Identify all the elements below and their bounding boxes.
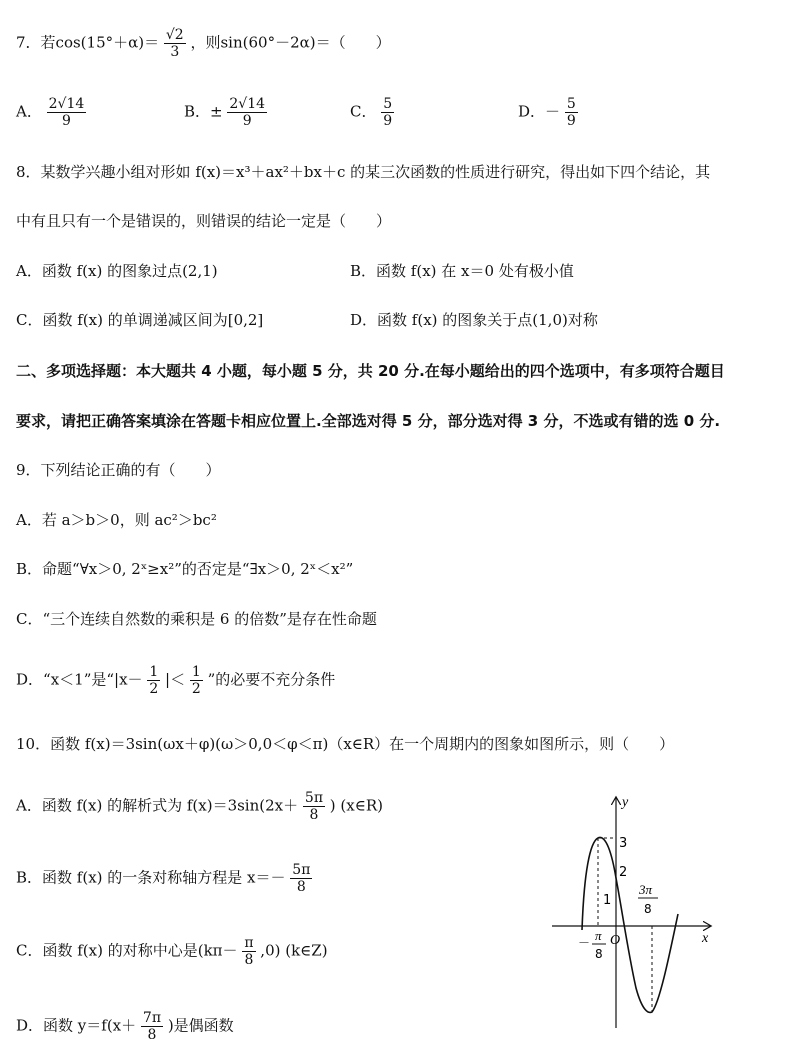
q8-option-a: A．函数 f(x) 的图象过点(2,1)	[16, 262, 218, 280]
q7-option-d: D．－ $\frac{5}{9}$	[518, 96, 576, 130]
q9-stem: 9．下列结论正确的有（ ）	[16, 461, 221, 479]
q10-option-b: B．函数 f(x) 的一条对称轴方程是 x＝－ $\frac{5\pi}{8}$	[16, 862, 311, 896]
left-tick-minus: －	[578, 936, 591, 950]
tick-label-2: 2	[619, 865, 628, 880]
q7-option-c: C． $\frac{5}{9}$	[350, 96, 393, 130]
q7-stem	[16, 27, 391, 60]
q10-option-d: D．函数 y＝f(x＋ $\frac{7\pi}{8}$ )是偶函数	[16, 1010, 234, 1044]
left-tick-denominator: 8	[595, 947, 603, 961]
q10-stem: 10．函数 f(x)＝3sin(ωx＋φ)(ω＞0,0＜φ＜π)（x∈R）在一个周期内的图象如图所示，则（ ）	[16, 735, 675, 753]
q9-option-c: C．“三个连续自然数的乘积是 6 的倍数”是存在性命题	[16, 610, 377, 628]
sine-curve	[582, 837, 678, 1012]
left-tick-numerator: π	[595, 928, 602, 943]
q7-stem-suffix: ，则sin(60°－2α)＝（ ）	[190, 33, 391, 52]
tick-label-1: 1	[603, 893, 612, 908]
q9-option-d: D．“x＜1”是“|x－ $\frac{1}{2}$ |＜ $\frac{1}{2}$ ”的必要不充分条件	[16, 664, 336, 698]
right-tick-numerator: 3π	[639, 882, 653, 897]
section2-heading-line1: 二、多项选择题：本大题共 4 小题，每小题 5 分，共 20 分.在每小题给出的四个选项中，有多项符合题目	[16, 362, 725, 380]
q7-stem-prefix: 7．若cos(15°＋α)＝	[16, 33, 160, 52]
q10-option-c: C．函数 f(x) 的对称中心是(kπ－ $\frac{\pi}{8}$ ,0) (k∈Z)	[16, 935, 328, 969]
origin-label: O	[610, 933, 621, 948]
q9-option-a: A．若 a＞b＞0，则 ac²＞bc²	[16, 511, 217, 529]
section2-heading-line2: 要求，请把正确答案填涂在答题卡相应位置上.全部选对得 5 分，部分选对得 3 分，不选或有错的选 0 分.	[16, 412, 721, 430]
tick-label-3: 3	[619, 836, 628, 851]
y-axis-label: y	[622, 795, 629, 810]
q7-option-b: B．± $\frac{2√14}{9}$	[184, 96, 266, 130]
x-axis-label: x	[702, 931, 709, 946]
right-tick-denominator: 8	[644, 902, 652, 916]
q7-option-a: A． $\frac{2√14}{9}$	[16, 96, 85, 130]
q8-option-b: B．函数 f(x) 在 x＝0 处有极小值	[350, 262, 574, 280]
q7-stem-fraction: $\frac{√2}{3}$	[165, 27, 184, 61]
q8-stem-line1: 8．某数学兴趣小组对形如 f(x)＝x³＋ax²＋bx＋c 的某三次函数的性质进行研究，得出如下四个结论，其	[16, 163, 711, 181]
q8-stem-line2: 中有且只有一个是错误的，则错误的结论一定是（ ）	[16, 212, 392, 230]
q10-option-a: A．函数 f(x) 的解析式为 f(x)＝3sin(2x＋ $\frac{5\pi}{8}$ ) (x∈R)	[16, 790, 383, 824]
q9-option-b: B．命题“∀x＞0, 2ˣ≥x²”的否定是“∃x＞0, 2ˣ＜x²”	[16, 560, 354, 578]
sine-graph	[548, 792, 718, 1032]
q8-option-c: C．函数 f(x) 的单调递减区间为[0,2]	[16, 311, 264, 329]
q8-option-d: D．函数 f(x) 的图象关于点(1,0)对称	[350, 311, 598, 329]
